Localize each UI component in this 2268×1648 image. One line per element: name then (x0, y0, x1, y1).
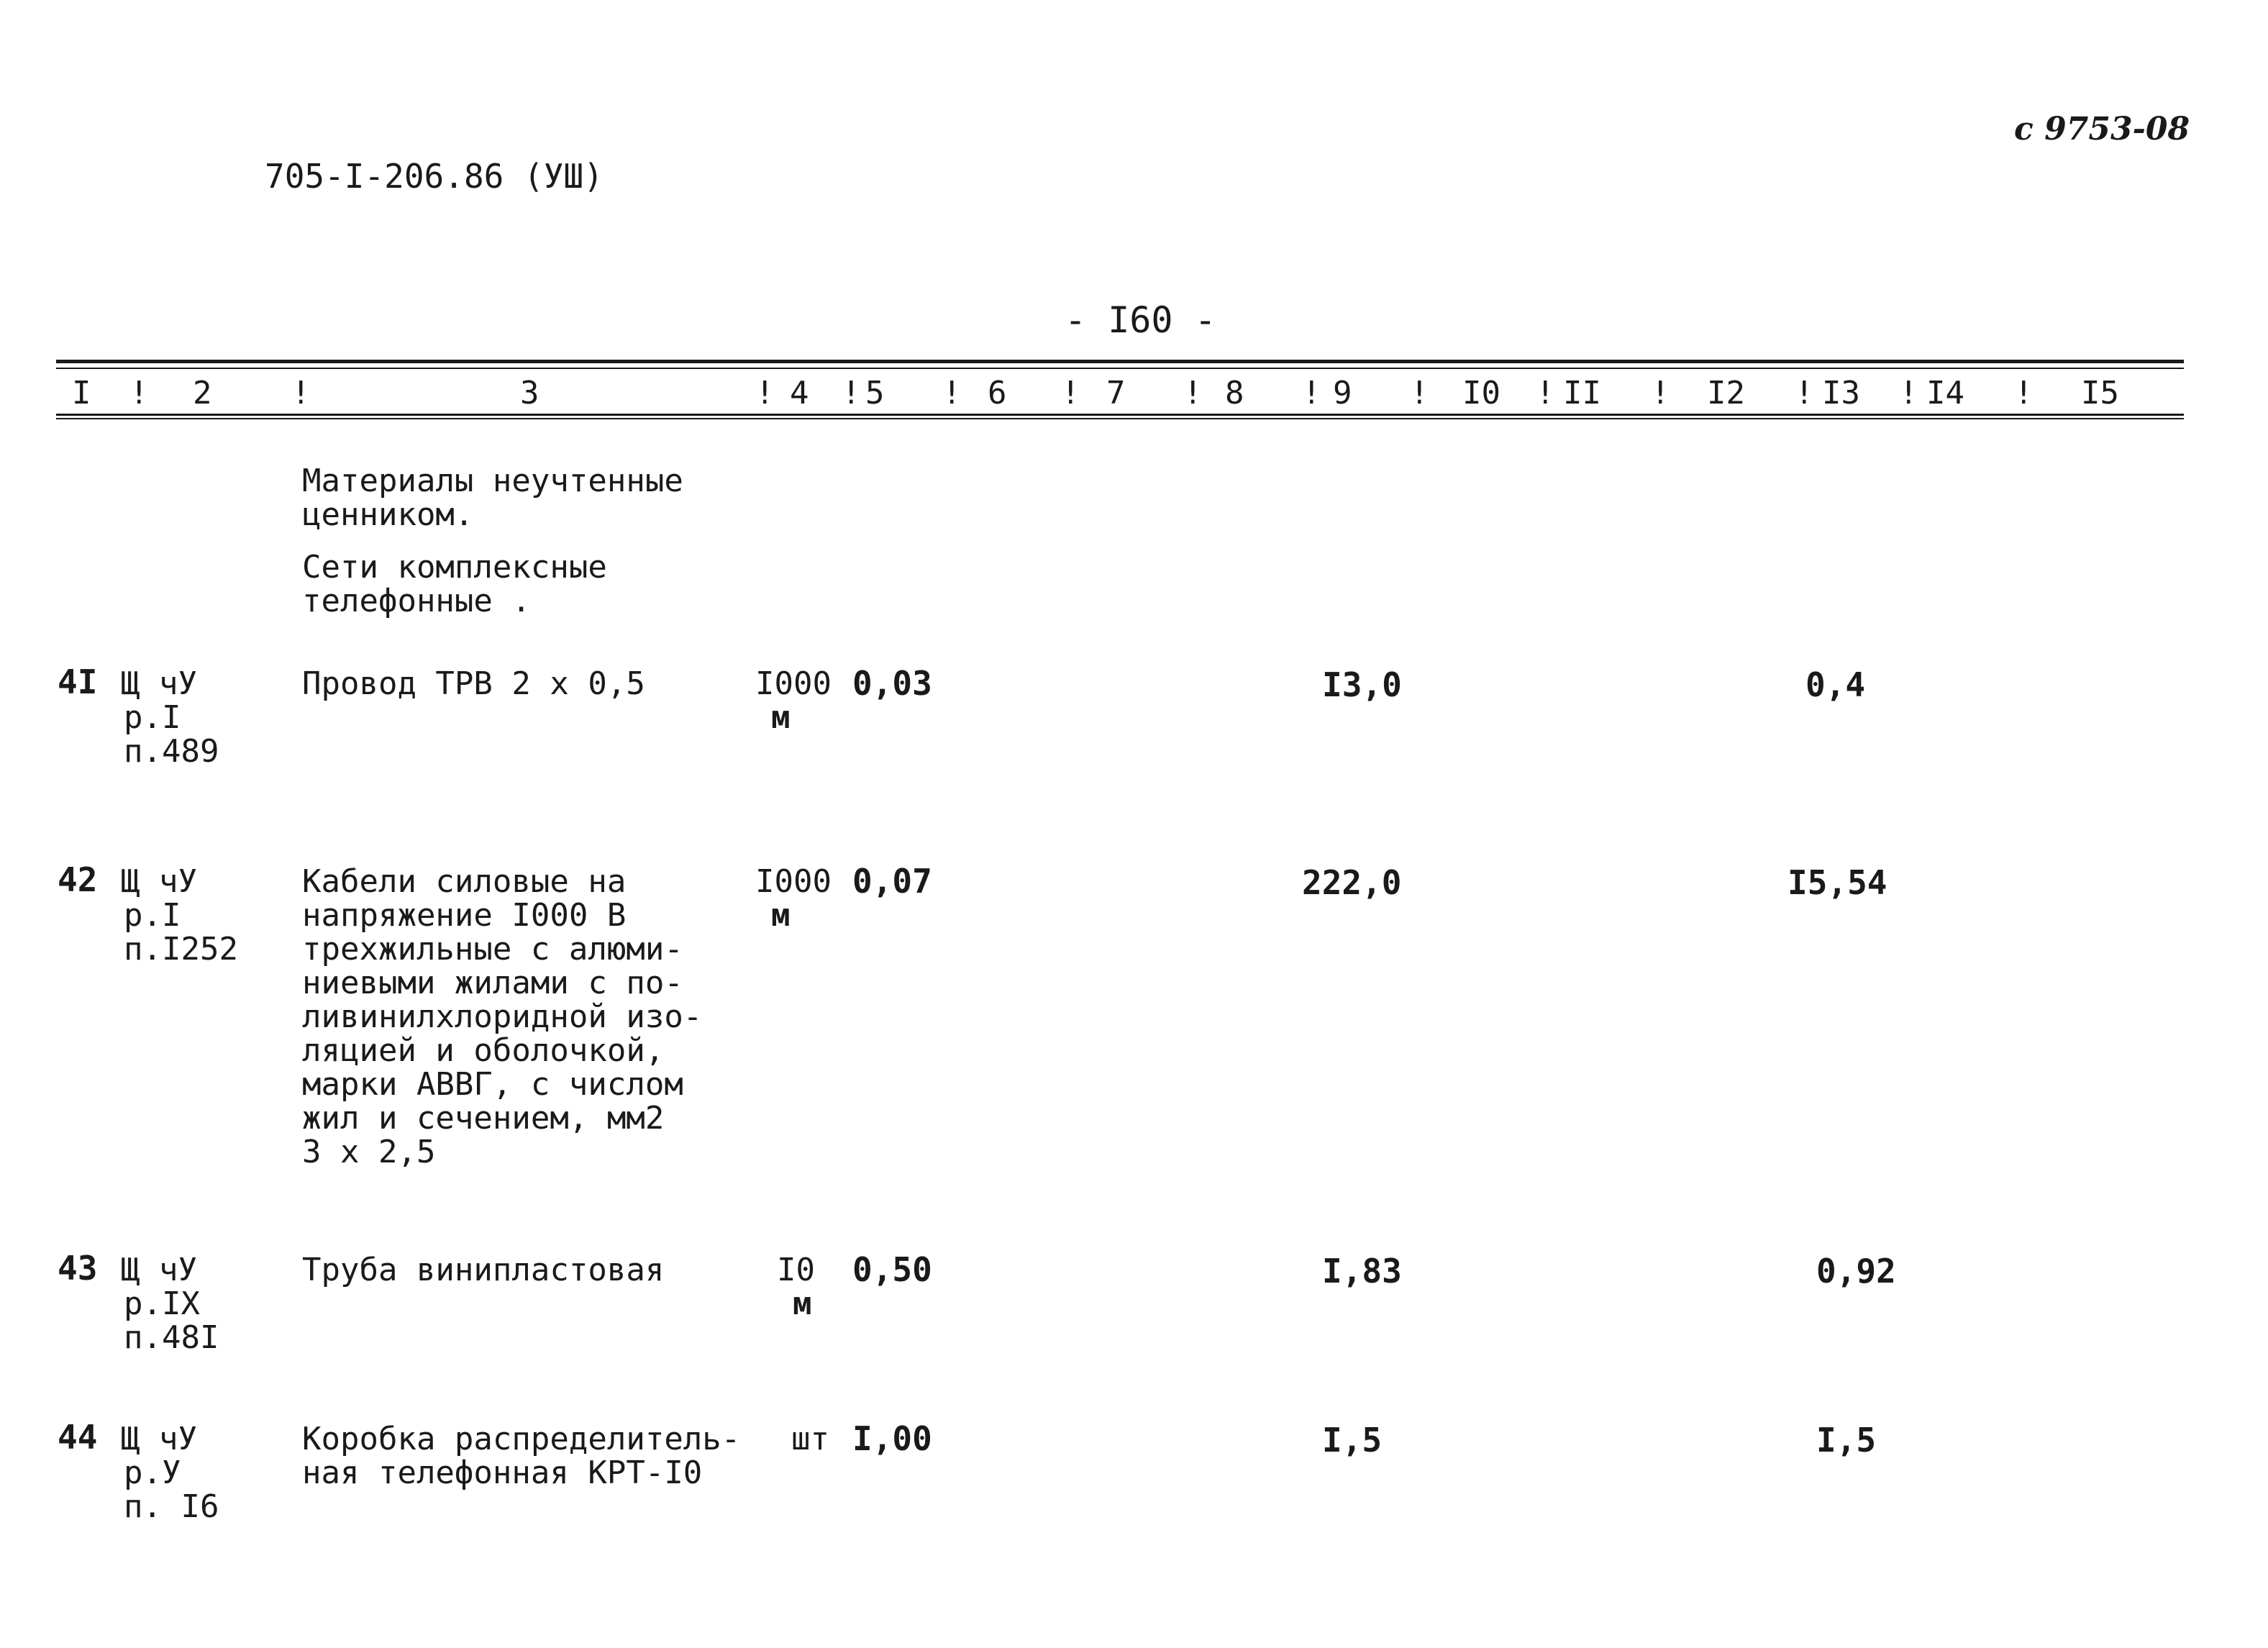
column-separator: ! (1899, 375, 1918, 411)
header-rule-bottom (56, 414, 2184, 416)
unit-line: I000 (755, 665, 832, 702)
source-line: п.48I (124, 1319, 219, 1356)
column-separator: ! (755, 375, 775, 411)
section-note (302, 464, 683, 532)
quantity-value: 0,03 (852, 664, 932, 703)
item-name (302, 667, 645, 701)
column-header-7: 7 (1106, 375, 1126, 411)
unit-line: м (793, 1285, 812, 1322)
handwritten-reference: с 9753-08 (2014, 111, 2190, 147)
source-line: р.IX (124, 1285, 200, 1322)
column-header-4: 4 (790, 375, 809, 411)
page-number: - I60 - (1065, 299, 1216, 341)
source-line: п.489 (124, 733, 219, 770)
column-separator: ! (1651, 375, 1670, 411)
item-name-line: марки АВВГ, с числом (302, 1066, 683, 1103)
source-reference (121, 1422, 219, 1524)
unit (791, 1422, 829, 1456)
unit-line: м (771, 699, 791, 736)
column-header-3: 3 (520, 375, 539, 411)
column-header-I: I (72, 375, 91, 411)
column-separator: ! (1410, 375, 1429, 411)
unit-line: I000 (755, 863, 832, 900)
source-line: Щ чУ (121, 1421, 197, 1457)
item-name-line: ляцией и оболочкой, (302, 1032, 665, 1069)
column-separator: ! (1795, 375, 1814, 411)
column-separator: ! (942, 375, 962, 411)
item-name-line: Кабели силовые на (302, 863, 627, 900)
column-header-I5: I5 (2081, 375, 2119, 411)
item-name-line: ная телефонная КРТ-I0 (302, 1454, 703, 1491)
col9-value: 222,0 (1302, 863, 1402, 902)
section-note-line: Материалы неучтенные (302, 463, 683, 499)
column-separator: ! (129, 375, 149, 411)
column-header-II: II (1563, 375, 1601, 411)
column-separator: ! (842, 375, 861, 411)
header-rule-bottom-thin (56, 418, 2184, 419)
unit-line: I0 (777, 1252, 815, 1288)
column-header-5: 5 (865, 375, 885, 411)
column-separator: ! (2014, 375, 2034, 411)
quantity-value: 0,50 (852, 1250, 932, 1289)
row-number: 4I (58, 663, 98, 701)
source-line: Щ чУ (121, 665, 197, 702)
source-line: р.У (124, 1454, 181, 1491)
source-line: п.I252 (124, 931, 238, 968)
col13-value: 0,92 (1816, 1252, 1896, 1290)
column-header-2: 2 (193, 375, 212, 411)
source-line: р.I (124, 897, 181, 934)
col13-value: I5,54 (1787, 863, 1887, 902)
item-name (302, 1253, 664, 1287)
column-header-I0: I0 (1462, 375, 1500, 411)
col9-value: I,5 (1322, 1421, 1383, 1460)
source-line: р.I (124, 699, 181, 736)
row-number: 43 (58, 1249, 98, 1288)
item-name-line: трехжильные с алюми- (302, 931, 683, 968)
quantity-value: I,00 (852, 1419, 932, 1458)
row-number: 44 (58, 1418, 98, 1457)
unit (755, 667, 832, 734)
column-header-9: 9 (1333, 375, 1352, 411)
quantity-value: 0,07 (852, 862, 932, 901)
item-name-line: 3 х 2,5 (302, 1134, 436, 1170)
item-name-line: напряжение I000 В (302, 897, 627, 934)
header-rule-top (56, 360, 2184, 363)
item-name-line: Провод ТРВ 2 х 0,5 (302, 665, 645, 702)
col9-value: I3,0 (1322, 665, 1402, 704)
item-name-line: Коробка распределитель- (302, 1421, 741, 1457)
source-line: п. I6 (124, 1488, 219, 1525)
column-header-I4: I4 (1926, 375, 1964, 411)
col13-value: I,5 (1816, 1421, 1877, 1460)
col9-value: I,83 (1322, 1252, 1402, 1290)
source-line: Щ чУ (121, 1252, 197, 1288)
column-separator: ! (1061, 375, 1080, 411)
source-reference (121, 1253, 219, 1355)
column-header-6: 6 (988, 375, 1007, 411)
item-name (302, 865, 702, 1169)
item-name-line: жил и сечением, мм2 (302, 1100, 665, 1137)
unit (777, 1253, 815, 1321)
section-note-line: Сети комплексные (302, 549, 607, 586)
row-number: 42 (58, 860, 98, 899)
column-separator: ! (1302, 375, 1321, 411)
source-reference (121, 865, 238, 966)
unit-line: шт (791, 1421, 829, 1457)
column-header-I2: I2 (1707, 375, 1745, 411)
header-rule-top-thin (56, 368, 2184, 369)
column-separator: ! (1183, 375, 1203, 411)
item-name-line: Труба винипластовая (302, 1252, 665, 1288)
unit-line: м (771, 897, 791, 934)
item-name (302, 1422, 740, 1490)
unit (755, 865, 832, 932)
section-note-line: ценником. (302, 496, 474, 533)
document-code: 705-I-206.86 (УШ) (265, 157, 604, 196)
column-header-8: 8 (1225, 375, 1244, 411)
section-note (302, 550, 607, 618)
item-name-line: ливинилхлоридной изо- (302, 998, 703, 1035)
source-reference (121, 667, 219, 768)
section-note-line: телефонные . (302, 583, 531, 619)
column-header-I3: I3 (1822, 375, 1860, 411)
column-separator: ! (1536, 375, 1555, 411)
item-name-line: ниевыми жилами с по- (302, 965, 683, 1001)
col13-value: 0,4 (1805, 665, 1866, 704)
source-line: Щ чУ (121, 863, 197, 900)
column-separator: ! (291, 375, 311, 411)
